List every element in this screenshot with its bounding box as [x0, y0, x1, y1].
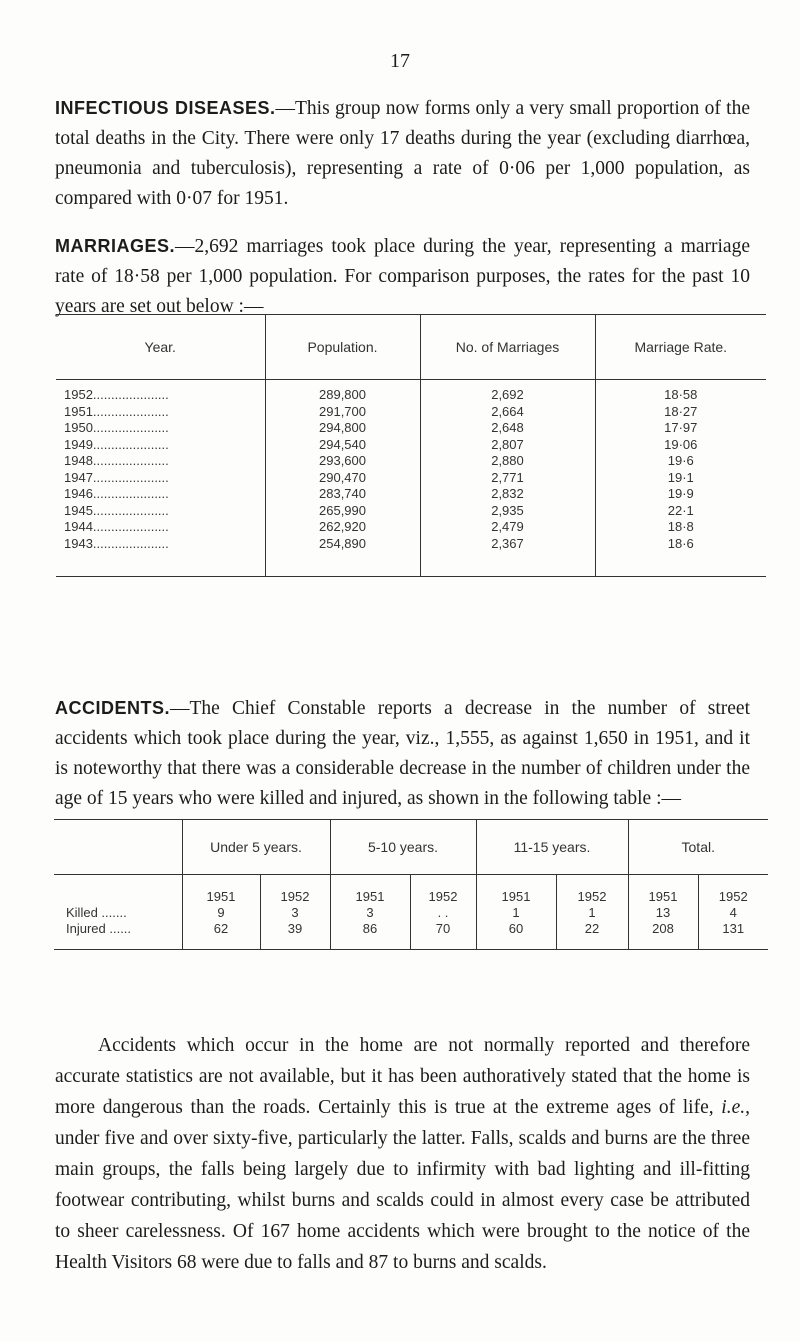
- accident-group-total: Total.: [628, 820, 768, 875]
- marriage-cell-year: [56, 519, 265, 536]
- marriage-year: 1951: [64, 403, 93, 419]
- table-row: [56, 536, 766, 577]
- home-accidents-text-1: Accidents which occur in the home are not normally reported and therefore accurate statistics are not available, but it has been authoratively stated that the home is more dangerous than the roads. Certainly this is true at the extreme ages of life,: [55, 1035, 750, 1118]
- accident-cell: 62: [182, 921, 260, 950]
- table-row: [56, 486, 766, 503]
- marriage-cell-year: [56, 420, 265, 437]
- marriage-cell-rate: 18·6: [667, 535, 694, 551]
- marriages-text: —2,692 marriages took place during the year, representing a marriage rate of 18·58 per 1,000 population. For comparison purposes, the rates for the past 10 years are set out below :—: [55, 236, 750, 317]
- accident-row-label: Killed .......: [54, 905, 182, 921]
- marriage-cell-population: 289,800: [265, 380, 420, 404]
- accident-group-5-10: 5-10 years.: [330, 820, 476, 875]
- marriage-table-header-population: Population.: [265, 315, 420, 380]
- marriage-cell-year: [56, 380, 265, 404]
- accident-year-header: 1952: [556, 875, 628, 906]
- accident-row-label: Injured ......: [54, 921, 182, 950]
- marriage-year: 1952: [64, 387, 93, 402]
- marriage-year: 1945: [64, 502, 93, 518]
- marriage-cell-year: [56, 470, 265, 487]
- marriage-cell-population: 294,540: [265, 437, 420, 454]
- home-accidents-paragraph: [55, 1030, 750, 1278]
- table-row: [56, 420, 766, 437]
- marriage-cell-marriages: 2,880: [420, 453, 595, 470]
- leader-dots: .....................: [92, 486, 169, 501]
- accident-cell: 1: [556, 905, 628, 921]
- marriage-cell-marriages: 2,664: [420, 404, 595, 421]
- marriage-cell-rate: 19·9: [667, 486, 694, 501]
- table-row: [56, 470, 766, 487]
- accident-cell: 86: [330, 921, 410, 950]
- accident-cell: 60: [476, 921, 556, 950]
- marriage-cell-population: 265,990: [265, 503, 420, 520]
- leader-dots: .....................: [92, 502, 169, 518]
- accident-year-header: 1952: [410, 875, 476, 906]
- marriage-cell-year: [56, 536, 265, 577]
- marriage-cell-year: [56, 404, 265, 421]
- marriage-cell-marriages: 2,771: [420, 470, 595, 487]
- marriage-year: 1947: [64, 469, 93, 485]
- accident-cell: 1: [476, 905, 556, 921]
- accident-cell: 131: [722, 921, 745, 936]
- marriage-year: 1949: [64, 436, 93, 452]
- accident-table: [54, 819, 768, 950]
- marriage-cell-year: [56, 503, 265, 520]
- table-row: [56, 453, 766, 470]
- marriage-cell-marriages: 2,807: [420, 437, 595, 454]
- accident-cell: 4: [729, 905, 737, 920]
- marriage-cell-marriages: 2,648: [420, 420, 595, 437]
- table-row: [56, 404, 766, 421]
- marriage-cell-population: 293,600: [265, 453, 420, 470]
- marriage-table-header-rate: Marriage Rate.: [595, 315, 766, 380]
- marriages-paragraph: [55, 231, 750, 322]
- accident-year-header: 1952: [260, 875, 330, 906]
- table-row: [54, 921, 768, 950]
- marriage-cell-population: 294,800: [265, 420, 420, 437]
- leader-dots: .....................: [92, 469, 169, 485]
- accident-group-11-15: 11-15 years.: [476, 820, 628, 875]
- marriage-cell-year: [56, 453, 265, 470]
- accidents-text: —The Chief Constable reports a decrease in the number of street accidents which took place during the year, viz., 1,555, as against 1,650 in 1951, and it is noteworthy that there was a considerable decrease in the number of children under the age of 15 years who were killed and injured, as shown in the following table :—: [55, 698, 750, 809]
- marriage-table-header-year: Year.: [56, 315, 265, 380]
- accident-year-header: 1951: [476, 875, 556, 906]
- marriages-heading: MARRIAGES.: [55, 236, 176, 256]
- accident-table-corner: [54, 820, 182, 875]
- table-row: [56, 380, 766, 404]
- table-row: [56, 437, 766, 454]
- marriage-cell-marriages: 2,935: [420, 503, 595, 520]
- accident-cell: 3: [330, 905, 410, 921]
- accident-cell: 22: [556, 921, 628, 950]
- marriage-cell-rate: 19·6: [667, 453, 694, 468]
- accident-cell: 39: [260, 921, 330, 950]
- marriage-year: 1950: [64, 420, 93, 435]
- marriage-cell-marriages: 2,832: [420, 486, 595, 503]
- marriage-cell-rate: 19·1: [667, 469, 694, 485]
- leader-dots: .....................: [92, 387, 169, 402]
- accident-year-header: 1951: [628, 875, 698, 906]
- infectious-diseases-paragraph: [55, 93, 750, 214]
- leader-dots: .....................: [92, 519, 169, 534]
- accident-cell: 70: [410, 921, 476, 950]
- marriage-cell-year: [56, 437, 265, 454]
- marriage-cell-population: 283,740: [265, 486, 420, 503]
- marriage-cell-rate: 17·97: [664, 420, 698, 435]
- marriage-cell-rate: 19·06: [664, 436, 698, 452]
- home-accidents-text-2: under five and over sixty-five, particularly the latter. Falls, scalds and burns are the three main groups, the falls being largely due to infirmity with bad lighting and ill-fitting footwear contributing, whilst burns and scalds could in almost every case be attributed to sheer carelessness. Of 167 home accidents which were brought to the notice of the Health Visitors 68 were due to falls and 87 to burns and scalds.: [55, 1128, 750, 1273]
- marriage-cell-marriages: 2,367: [420, 536, 595, 577]
- leader-dots: .....................: [92, 420, 169, 435]
- marriage-cell-population: 290,470: [265, 470, 420, 487]
- table-row: [56, 503, 766, 520]
- marriage-year: 1946: [64, 486, 93, 501]
- accident-year-header: 1952: [718, 889, 748, 904]
- leader-dots: .....................: [92, 436, 169, 452]
- marriage-cell-population: 291,700: [265, 404, 420, 421]
- table-row: [54, 905, 768, 921]
- leader-dots: .....................: [92, 403, 169, 419]
- marriage-table: [56, 314, 766, 577]
- accident-year-header: 1951: [330, 875, 410, 906]
- marriage-cell-population: 254,890: [265, 536, 420, 577]
- marriage-cell-rate: 18·8: [667, 519, 694, 534]
- accident-years-row: [54, 875, 768, 906]
- marriage-cell-population: 262,920: [265, 519, 420, 536]
- page-number: 17: [390, 50, 410, 72]
- marriage-cell-marriages: 2,479: [420, 519, 595, 536]
- accident-years-label: [54, 875, 182, 906]
- marriage-year: 1943: [64, 535, 93, 551]
- infectious-diseases-heading: INFECTIOUS DISEASES.: [55, 98, 276, 118]
- marriage-table-header-marriages: No. of Marriages: [420, 315, 595, 380]
- leader-dots: .....................: [92, 535, 169, 551]
- accident-year-header: 1951: [182, 875, 260, 906]
- accident-cell: 3: [260, 905, 330, 921]
- home-accidents-italic: i.e.,: [721, 1097, 750, 1118]
- accident-cell: . .: [410, 905, 476, 921]
- accidents-paragraph: [55, 693, 750, 814]
- accident-cell: 13: [628, 905, 698, 921]
- accident-cell: 208: [628, 921, 698, 950]
- accident-cell: 9: [182, 905, 260, 921]
- marriage-year: 1944: [64, 519, 93, 534]
- accident-group-under-5: Under 5 years.: [182, 820, 330, 875]
- infectious-diseases-text: —This group now forms only a very small proportion of the total deaths in the City. There were only 17 deaths during the year (excluding diarrhœa, pneumonia and tuberculosis), representing a rate of 0·06 per 1,000 population, as compared with 0·07 for 1951.: [55, 98, 750, 209]
- table-row: [56, 519, 766, 536]
- marriage-cell-rate: 18·58: [664, 387, 698, 402]
- leader-dots: .....................: [92, 453, 169, 468]
- marriage-cell-rate: 18·27: [664, 403, 698, 419]
- accidents-heading: ACCIDENTS.: [55, 698, 171, 718]
- marriage-cell-rate: 22·1: [667, 502, 694, 518]
- marriage-year: 1948: [64, 453, 93, 468]
- marriage-cell-year: [56, 486, 265, 503]
- marriage-cell-marriages: 2,692: [420, 380, 595, 404]
